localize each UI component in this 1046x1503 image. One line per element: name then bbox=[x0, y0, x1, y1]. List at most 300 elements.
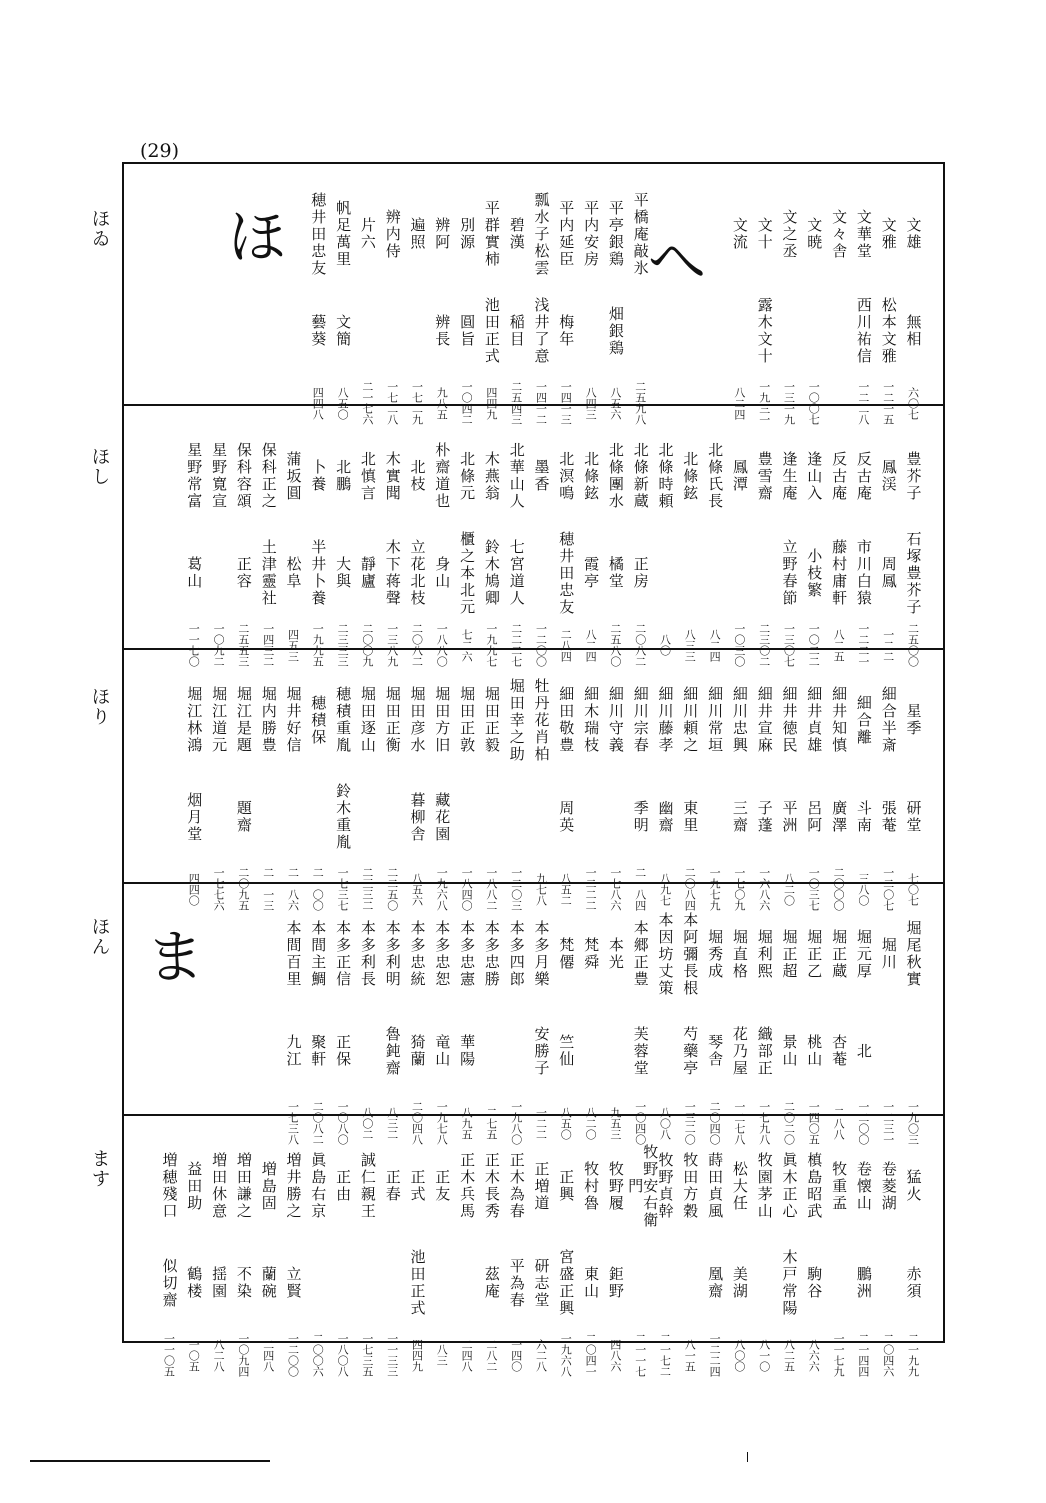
entry-page: 一三八九 bbox=[385, 623, 399, 667]
entry-alias: 竺仙 bbox=[557, 1034, 576, 1068]
entry-page: 二三三三 bbox=[336, 623, 350, 667]
index-entry bbox=[156, 1136, 182, 1380]
index-entry bbox=[602, 184, 628, 428]
entry-page: 六〇七 bbox=[906, 386, 920, 420]
entry-page: 八一〇 bbox=[757, 1338, 771, 1372]
entry-alias: 周英 bbox=[557, 800, 576, 834]
entry-alias: 景山 bbox=[780, 1034, 799, 1068]
entry-name: 増田休意 bbox=[210, 1152, 229, 1220]
index-entry bbox=[478, 1136, 504, 1380]
index-entry bbox=[330, 426, 356, 670]
entry-page: 一九九五 bbox=[311, 623, 325, 667]
entry-alias: 凰齋 bbox=[706, 1266, 725, 1300]
index-entry bbox=[677, 904, 703, 1148]
index-entry bbox=[602, 904, 628, 1148]
entry-name: 正式 bbox=[408, 1169, 427, 1203]
entry-name: 平内延臣 bbox=[557, 200, 576, 268]
entry-alias: 竜山 bbox=[433, 1034, 452, 1068]
entry-name: 堀田逐山 bbox=[358, 686, 377, 754]
entry-alias: 西川祐信 bbox=[854, 297, 873, 365]
entry-name: 牧田方穀 bbox=[681, 1152, 700, 1220]
index-entry bbox=[850, 1136, 876, 1380]
index-entry bbox=[429, 670, 455, 914]
entry-alias: 九江 bbox=[284, 1034, 303, 1068]
section-kana-label bbox=[88, 918, 114, 958]
entry-alias: 露木文十 bbox=[755, 297, 774, 365]
entry-page: 八一五 bbox=[683, 1338, 697, 1372]
entry-page: 一九七八 bbox=[435, 1101, 449, 1145]
entry-page: 四四九 bbox=[484, 386, 498, 420]
entry-name: 梵舜 bbox=[582, 937, 601, 971]
index-entry bbox=[478, 904, 504, 1148]
entry-name: 増井勝之 bbox=[284, 1152, 303, 1220]
entry-page: 八二五 bbox=[782, 1338, 796, 1372]
index-entry bbox=[627, 184, 653, 428]
entry-name: 梵僊 bbox=[557, 937, 576, 971]
index-entry bbox=[826, 904, 852, 1148]
entry-alias: 橘堂 bbox=[606, 556, 625, 590]
entry-alias: 三齋 bbox=[730, 800, 749, 834]
entry-name: 北條元 bbox=[458, 450, 477, 502]
index-entry bbox=[850, 426, 876, 670]
index-entry bbox=[776, 184, 802, 428]
entry-name: 牧野安右衛門 bbox=[626, 1143, 660, 1229]
index-entry bbox=[230, 1136, 256, 1380]
index-entry bbox=[751, 184, 777, 428]
index-entry bbox=[602, 1136, 628, 1380]
index-entry bbox=[875, 426, 901, 670]
entry-page: 九八五 bbox=[435, 386, 449, 420]
entry-page: 八二五 bbox=[832, 628, 846, 662]
entry-name: 堀川 bbox=[879, 937, 898, 971]
index-entry bbox=[826, 184, 852, 428]
entry-page: 二一四四 bbox=[856, 1333, 870, 1377]
entry-name: 別源 bbox=[458, 217, 477, 251]
index-entry bbox=[206, 670, 232, 914]
entry-alias: 靜廬 bbox=[358, 556, 377, 590]
entry-name: 卜養 bbox=[309, 459, 328, 493]
kana-char: ほ bbox=[92, 687, 110, 708]
entry-alias: 立花北枝 bbox=[408, 539, 427, 607]
entry-page: 八〇〇 bbox=[732, 1338, 746, 1372]
entry-alias: 池田正式 bbox=[408, 1249, 427, 1317]
entry-name: 牧重孟 bbox=[830, 1160, 849, 1212]
index-entry bbox=[726, 1136, 752, 1380]
entry-name: 松大任 bbox=[730, 1160, 749, 1212]
entry-page: 一九三一 bbox=[757, 381, 771, 425]
index-entry bbox=[850, 670, 876, 914]
entry-name: 細合離 bbox=[854, 694, 873, 746]
index-entry bbox=[454, 904, 480, 1148]
entry-name: 保科正之 bbox=[259, 442, 278, 510]
entry-page: 八五六 bbox=[608, 386, 622, 420]
entry-page: 二一八六 bbox=[286, 867, 300, 911]
entry-alias: 平為春 bbox=[507, 1257, 526, 1309]
entry-page: 一〇〇七 bbox=[807, 381, 821, 425]
entry-name: 北條新蔵 bbox=[631, 442, 650, 510]
entry-alias: 大與 bbox=[334, 556, 353, 590]
entry-name: 牧村魯 bbox=[582, 1160, 601, 1212]
entry-page: 一七九八 bbox=[757, 1101, 771, 1145]
entry-name: 堀田正敦 bbox=[458, 686, 477, 754]
index-entry bbox=[702, 426, 728, 670]
index-entry bbox=[751, 670, 777, 914]
index-entry bbox=[875, 904, 901, 1148]
index-entry bbox=[404, 184, 430, 428]
entry-name: 細井知慎 bbox=[830, 686, 849, 754]
entry-alias: 鉅野 bbox=[606, 1266, 625, 1300]
entry-alias: 似切齋 bbox=[160, 1257, 179, 1309]
entry-alias: 宮盛正興 bbox=[557, 1249, 576, 1317]
entry-alias: 魯鈍齋 bbox=[383, 1025, 402, 1077]
entry-page: 一〇三〇 bbox=[732, 623, 746, 667]
entry-name: 誠仁親王 bbox=[358, 1152, 377, 1220]
index-entry bbox=[702, 670, 728, 914]
entry-page: 一七二九 bbox=[410, 381, 424, 425]
entry-page: 四四八 bbox=[311, 386, 325, 420]
index-entry bbox=[751, 904, 777, 1148]
big-kana-ho: ほ bbox=[228, 203, 287, 271]
entry-alias: 文簡 bbox=[334, 314, 353, 348]
index-entry bbox=[751, 1136, 777, 1380]
entry-page: 八四三 bbox=[584, 386, 598, 420]
index-entry bbox=[354, 670, 380, 914]
entry-name: 細川忠興 bbox=[730, 686, 749, 754]
entry-alias: 市川白猿 bbox=[854, 539, 873, 607]
entry-page: 一〇三七 bbox=[807, 867, 821, 911]
footer-rule bbox=[30, 1460, 270, 1462]
index-entry bbox=[553, 670, 579, 914]
index-entry bbox=[255, 1136, 281, 1380]
index-entry bbox=[801, 184, 827, 428]
entry-page: 七〇七 bbox=[906, 872, 920, 906]
index-entry bbox=[280, 904, 306, 1148]
entry-page: 一九六八 bbox=[435, 867, 449, 911]
entry-page: 一七三五 bbox=[360, 1333, 374, 1377]
entry-page: 二〇八二 bbox=[311, 1101, 325, 1145]
index-entry bbox=[206, 426, 232, 670]
index-entry bbox=[776, 426, 802, 670]
entry-alias: 聚軒 bbox=[309, 1034, 328, 1068]
index-entry bbox=[776, 670, 802, 914]
entry-page: 八二〇 bbox=[584, 1106, 598, 1140]
entry-name: 北慎言 bbox=[358, 450, 377, 502]
entry-name: 増穂殘口 bbox=[160, 1152, 179, 1220]
index-entry bbox=[553, 184, 579, 428]
entry-page: 四四九 bbox=[410, 1338, 424, 1372]
entry-name: 堀正蔵 bbox=[830, 928, 849, 980]
entry-name: 正木為春 bbox=[507, 1152, 526, 1220]
entry-name: 北條時頼 bbox=[656, 442, 675, 510]
entry-page: 二〇二〇 bbox=[782, 1101, 796, 1145]
entry-name: 平亭銀鶏 bbox=[606, 200, 625, 268]
entry-alias: 安勝子 bbox=[532, 1025, 551, 1077]
entry-name: 文之丞 bbox=[780, 208, 799, 260]
entry-name: 文華堂 bbox=[854, 208, 873, 260]
entry-page: 二〇四〇 bbox=[708, 1101, 722, 1145]
entry-page: 一一七〇 bbox=[187, 623, 201, 667]
entry-page: 四四〇 bbox=[187, 872, 201, 906]
entry-page: 八五六 bbox=[410, 872, 424, 906]
entry-page: 二〇八二 bbox=[633, 623, 647, 667]
entry-name: 穂積重胤 bbox=[334, 686, 353, 754]
entry-name: 平群實柿 bbox=[482, 200, 501, 268]
entry-page: 一七三七 bbox=[336, 867, 350, 911]
entry-name: 保科容頌 bbox=[234, 442, 253, 510]
index-entry bbox=[503, 1136, 529, 1380]
entry-alias: 櫃之本北元 bbox=[458, 530, 477, 616]
entry-page: 一七八六 bbox=[608, 867, 622, 911]
entry-page: 一〇九四 bbox=[236, 1333, 250, 1377]
entry-name: 本多忠勝 bbox=[482, 920, 501, 988]
entry-name: 細川守義 bbox=[606, 686, 625, 754]
entry-page: 二一〇〇 bbox=[311, 867, 325, 911]
entry-name: 増島固 bbox=[259, 1160, 278, 1212]
entry-page: 八六六 bbox=[807, 1338, 821, 1372]
entry-alias: 藤村庸軒 bbox=[830, 539, 849, 607]
entry-page: 一九九七 bbox=[484, 623, 498, 667]
entry-name: 辨阿 bbox=[433, 217, 452, 251]
index-entry bbox=[330, 670, 356, 914]
index-entry bbox=[702, 1136, 728, 1380]
index-entry bbox=[528, 426, 554, 670]
entry-name: 牧野履 bbox=[606, 1160, 625, 1212]
entry-name: 卷菱湖 bbox=[879, 1160, 898, 1212]
index-entry bbox=[602, 426, 628, 670]
entry-name: 碧漢 bbox=[507, 217, 526, 251]
entry-page: 一〇四〇 bbox=[633, 1101, 647, 1145]
kana-char: ん bbox=[92, 937, 110, 958]
entry-name: 堀利熙 bbox=[755, 928, 774, 980]
entry-page: 二〇四六 bbox=[881, 1333, 895, 1377]
entry-name: 蒔田貞風 bbox=[706, 1152, 725, 1220]
entry-page: 二〇九五 bbox=[236, 867, 250, 911]
entry-name: 北條氏長 bbox=[706, 442, 725, 510]
entry-page: 一八八二 bbox=[484, 867, 498, 911]
section-divider bbox=[124, 648, 943, 650]
entry-name: 北枝 bbox=[408, 459, 427, 493]
index-entry bbox=[776, 904, 802, 1148]
entry-name: 本因坊丈策 bbox=[656, 911, 675, 997]
index-entry bbox=[454, 184, 480, 428]
section-kana-label bbox=[88, 1150, 114, 1190]
entry-alias: 無相 bbox=[904, 314, 923, 348]
entry-page: 二一七六 bbox=[360, 381, 374, 425]
index-entry bbox=[454, 670, 480, 914]
entry-name: 眞島右京 bbox=[309, 1152, 328, 1220]
entry-page: 一六八六 bbox=[757, 867, 771, 911]
index-entry bbox=[305, 1136, 331, 1380]
entry-page: 二八二 bbox=[484, 1338, 498, 1372]
index-entry bbox=[801, 426, 827, 670]
index-entry bbox=[900, 1136, 926, 1380]
entry-alias: 池田正式 bbox=[482, 297, 501, 365]
index-entry bbox=[503, 184, 529, 428]
entry-name: 正由 bbox=[334, 1169, 353, 1203]
entry-alias: 研堂 bbox=[904, 800, 923, 834]
index-entry bbox=[900, 184, 926, 428]
entry-page: 二〇〇六 bbox=[311, 1333, 325, 1377]
entry-alias: 桃山 bbox=[805, 1034, 824, 1068]
entry-alias: 廣澤 bbox=[830, 800, 849, 834]
entry-page: 二一八四 bbox=[633, 867, 647, 911]
entry-name: 堀内勝豊 bbox=[259, 686, 278, 754]
entry-name: 正春 bbox=[383, 1169, 402, 1203]
entry-name: 細川頼之 bbox=[681, 686, 700, 754]
entry-page: 一七〇九 bbox=[732, 867, 746, 911]
entry-alias: 稲目 bbox=[507, 314, 526, 348]
entry-name: 堀直格 bbox=[730, 928, 749, 980]
kana-char: り bbox=[92, 707, 110, 728]
entry-page: 二一七二 bbox=[658, 1333, 672, 1377]
index-entry bbox=[826, 1136, 852, 1380]
entry-alias: 暮柳舎 bbox=[408, 791, 427, 843]
entry-page: 一二〇〇 bbox=[856, 1101, 870, 1145]
index-entry bbox=[850, 904, 876, 1148]
index-entry bbox=[354, 904, 380, 1148]
entry-page: 一二〇〇 bbox=[534, 623, 548, 667]
entry-name: 木實聞 bbox=[383, 450, 402, 502]
entry-alias: 土津靈社 bbox=[259, 539, 278, 607]
entry-page: 二一九九 bbox=[906, 1333, 920, 1377]
entry-alias: 霞亭 bbox=[582, 556, 601, 590]
entry-alias: 美湖 bbox=[730, 1266, 749, 1300]
index-entry bbox=[801, 1136, 827, 1380]
index-entry bbox=[875, 1136, 901, 1380]
entry-name: 正木長秀 bbox=[482, 1152, 501, 1220]
entry-page: 一四一三 bbox=[559, 381, 573, 425]
entry-alias: 浅井了意 bbox=[532, 297, 551, 365]
index-entry bbox=[826, 670, 852, 914]
index-entry bbox=[875, 670, 901, 914]
index-entry bbox=[230, 670, 256, 914]
entry-page: 一八四〇 bbox=[460, 867, 474, 911]
entry-alias: 正保 bbox=[334, 1034, 353, 1068]
entry-page: 四五三 bbox=[286, 628, 300, 662]
entry-page: 一四〇五 bbox=[807, 1101, 821, 1145]
entry-name: 本多利明 bbox=[383, 920, 402, 988]
entry-page: 八三三 bbox=[683, 628, 697, 662]
section-divider bbox=[124, 404, 943, 406]
entry-page: 八三 bbox=[435, 1344, 449, 1366]
entry-name: 鳳渓 bbox=[879, 459, 898, 493]
index-entry bbox=[677, 670, 703, 914]
entry-page: 二二五〇 bbox=[385, 867, 399, 911]
entry-name: 本多月樂 bbox=[532, 920, 551, 988]
entry-name: 平橋庵敲氷 bbox=[631, 191, 650, 277]
index-entry bbox=[578, 1136, 604, 1380]
entry-page: 一二二 bbox=[881, 628, 895, 662]
index-entry bbox=[330, 184, 356, 428]
page-number: (29) bbox=[140, 140, 180, 162]
entry-page: 八〇八 bbox=[658, 1106, 672, 1140]
entry-name: 北條團水 bbox=[606, 442, 625, 510]
index-entry bbox=[181, 1136, 207, 1380]
kana-char: す bbox=[92, 1169, 110, 1190]
entry-name: 牧野貞幹 bbox=[656, 1152, 675, 1220]
entry-alias: 木下蒋聲 bbox=[383, 539, 402, 607]
entry-alias: 鈴木鳩卿 bbox=[482, 539, 501, 607]
entry-page: 二五八〇 bbox=[608, 623, 622, 667]
entry-name: 堀江道元 bbox=[210, 686, 229, 754]
entry-page: 二四八 bbox=[261, 1338, 275, 1372]
entry-alias: 東山 bbox=[582, 1266, 601, 1300]
entry-alias: 幽齋 bbox=[656, 800, 675, 834]
entry-alias: 鈴木重胤 bbox=[334, 783, 353, 851]
entry-name: 本多利長 bbox=[358, 920, 377, 988]
index-entry bbox=[330, 1136, 356, 1380]
entry-page: 一二〇七 bbox=[881, 867, 895, 911]
entry-name: 細川藤孝 bbox=[656, 686, 675, 754]
entry-name: 正木兵馬 bbox=[458, 1152, 477, 1220]
entry-alias: 石塚豊芥子 bbox=[904, 530, 923, 616]
entry-name: 文々舎 bbox=[830, 208, 849, 260]
entry-alias: 辨長 bbox=[433, 314, 452, 348]
index-entry bbox=[404, 1136, 430, 1380]
entry-name: 瓢水子松雲 bbox=[532, 191, 551, 277]
entry-name: 牧園茅山 bbox=[755, 1152, 774, 1220]
entry-alias: 駒谷 bbox=[805, 1266, 824, 1300]
entry-alias: 藏花園 bbox=[433, 791, 452, 843]
entry-name: 細川宗春 bbox=[631, 686, 650, 754]
entry-page: 一〇八〇 bbox=[336, 1101, 350, 1145]
entry-name: 細川常垣 bbox=[706, 686, 725, 754]
entry-alias: 琴舎 bbox=[706, 1034, 725, 1068]
entry-page: 八〇 bbox=[658, 634, 672, 656]
index-entry bbox=[255, 670, 281, 914]
entry-alias: 藝葵 bbox=[309, 314, 328, 348]
entry-page: 二八四 bbox=[559, 628, 573, 662]
entry-name: 堀田幸之助 bbox=[507, 677, 526, 763]
entry-alias: 芍藥亭 bbox=[681, 1025, 700, 1077]
index-entry bbox=[404, 426, 430, 670]
entry-name: 豊雪齋 bbox=[755, 450, 774, 502]
entry-name: 豊芥子 bbox=[904, 450, 923, 502]
index-entry bbox=[181, 426, 207, 670]
entry-alias: 不染 bbox=[234, 1266, 253, 1300]
index-entry bbox=[454, 426, 480, 670]
entry-name: 堀江是題 bbox=[234, 686, 253, 754]
entry-name: 堀井好信 bbox=[284, 686, 303, 754]
index-entry bbox=[553, 904, 579, 1148]
entry-alias: 題齋 bbox=[234, 800, 253, 834]
entry-alias: 立野春節 bbox=[780, 539, 799, 607]
entry-alias: 杏菴 bbox=[830, 1034, 849, 1068]
entry-alias: 松阜 bbox=[284, 556, 303, 590]
entry-name: 本間主鯛 bbox=[309, 920, 328, 988]
index-entry bbox=[776, 1136, 802, 1380]
entry-name: 北鵬 bbox=[334, 459, 353, 493]
index-entry bbox=[379, 1136, 405, 1380]
entry-name: 正興 bbox=[557, 1169, 576, 1203]
section-kana-label bbox=[88, 210, 114, 250]
entry-page: 二〇八四 bbox=[683, 867, 697, 911]
entry-page: 二〇四八 bbox=[410, 1101, 424, 1145]
entry-page: 一七二八 bbox=[385, 381, 399, 425]
index-entry bbox=[875, 184, 901, 428]
index-entry bbox=[751, 426, 777, 670]
entry-page: 一〇二二 bbox=[807, 623, 821, 667]
entry-name: 平内安房 bbox=[582, 200, 601, 268]
entry-name: 堀正超 bbox=[780, 928, 799, 980]
entry-name: 本多忠恕 bbox=[433, 920, 452, 988]
entry-page: 一九七九 bbox=[708, 867, 722, 911]
entry-page: 一三二〇 bbox=[683, 1101, 697, 1145]
index-entry bbox=[652, 670, 678, 914]
index-entry bbox=[478, 184, 504, 428]
entry-name: 本阿彌長根 bbox=[681, 911, 700, 997]
entry-alias: 研志堂 bbox=[532, 1257, 551, 1309]
